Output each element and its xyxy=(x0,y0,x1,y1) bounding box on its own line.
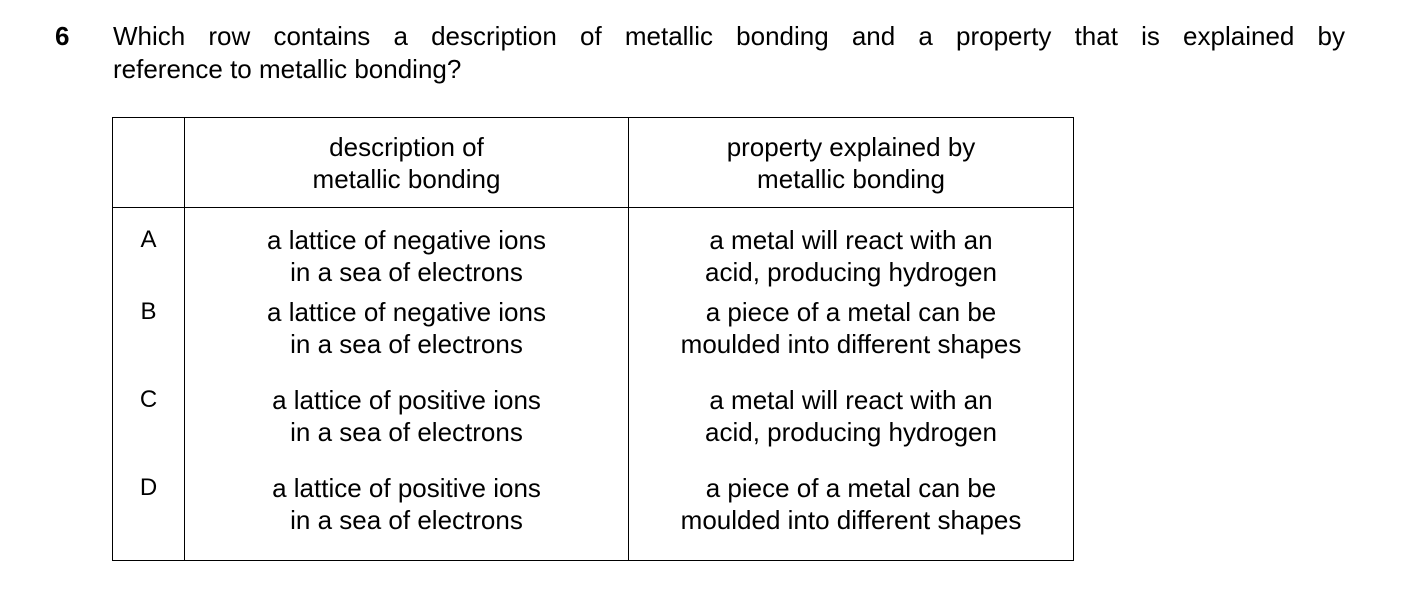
option-description-line-1: a lattice of negative ions xyxy=(267,225,546,255)
option-property-line-2: acid, producing hydrogen xyxy=(705,257,997,287)
option-property-line-2: moulded into different shapes xyxy=(680,505,1022,535)
option-property-line-2: acid, producing hydrogen xyxy=(705,417,997,447)
option-description-line-2: in a sea of electrons xyxy=(290,329,523,359)
option-property-line-1: a piece of a metal can be xyxy=(705,297,997,327)
option-description-line-1: a lattice of negative ions xyxy=(267,297,546,327)
option-property-line-2: moulded into different shapes xyxy=(680,329,1022,359)
option-description-line-2: in a sea of electrons xyxy=(290,257,523,287)
question-number: 6 xyxy=(55,21,70,51)
option-property-line-1: a metal will react with an xyxy=(709,385,993,415)
option-letter: C xyxy=(113,384,185,472)
option-description xyxy=(185,296,629,384)
option-row-d[interactable] xyxy=(113,472,1074,561)
header-letter-cell xyxy=(113,118,185,208)
option-description xyxy=(185,472,629,561)
option-property-line-1: a piece of a metal can be xyxy=(705,473,997,503)
option-description-line-1: a lattice of positive ions xyxy=(272,473,541,503)
option-letter: D xyxy=(113,472,185,561)
option-property xyxy=(629,208,1074,297)
option-description xyxy=(185,208,629,297)
option-property xyxy=(629,384,1074,472)
header-description-line-1: description of xyxy=(329,131,484,162)
option-description-line-2: in a sea of electrons xyxy=(290,417,523,447)
option-property-line-1: a metal will react with an xyxy=(709,225,993,255)
option-letter: A xyxy=(113,208,185,297)
option-property xyxy=(629,296,1074,384)
option-letter: B xyxy=(113,296,185,384)
table-header-row xyxy=(113,118,1074,208)
answer-options-table xyxy=(112,117,1074,561)
option-row-c[interactable] xyxy=(113,384,1074,472)
option-row-a[interactable] xyxy=(113,208,1074,297)
option-property xyxy=(629,472,1074,561)
question-text-line-2: reference to metallic bonding? xyxy=(113,54,462,84)
question-text-line-1: Which row contains a description of metallic bonding and a property that is explained by xyxy=(113,21,1345,51)
header-description-line-2: metallic bonding xyxy=(312,163,501,194)
option-description-line-1: a lattice of positive ions xyxy=(272,385,541,415)
header-property-cell xyxy=(629,118,1074,208)
question-text xyxy=(113,20,1345,86)
option-description xyxy=(185,384,629,472)
header-description-cell xyxy=(185,118,629,208)
option-row-b[interactable] xyxy=(113,296,1074,384)
header-property-line-1: property explained by xyxy=(726,131,976,162)
header-property-line-2: metallic bonding xyxy=(757,163,945,194)
option-description-line-2: in a sea of electrons xyxy=(290,505,523,535)
